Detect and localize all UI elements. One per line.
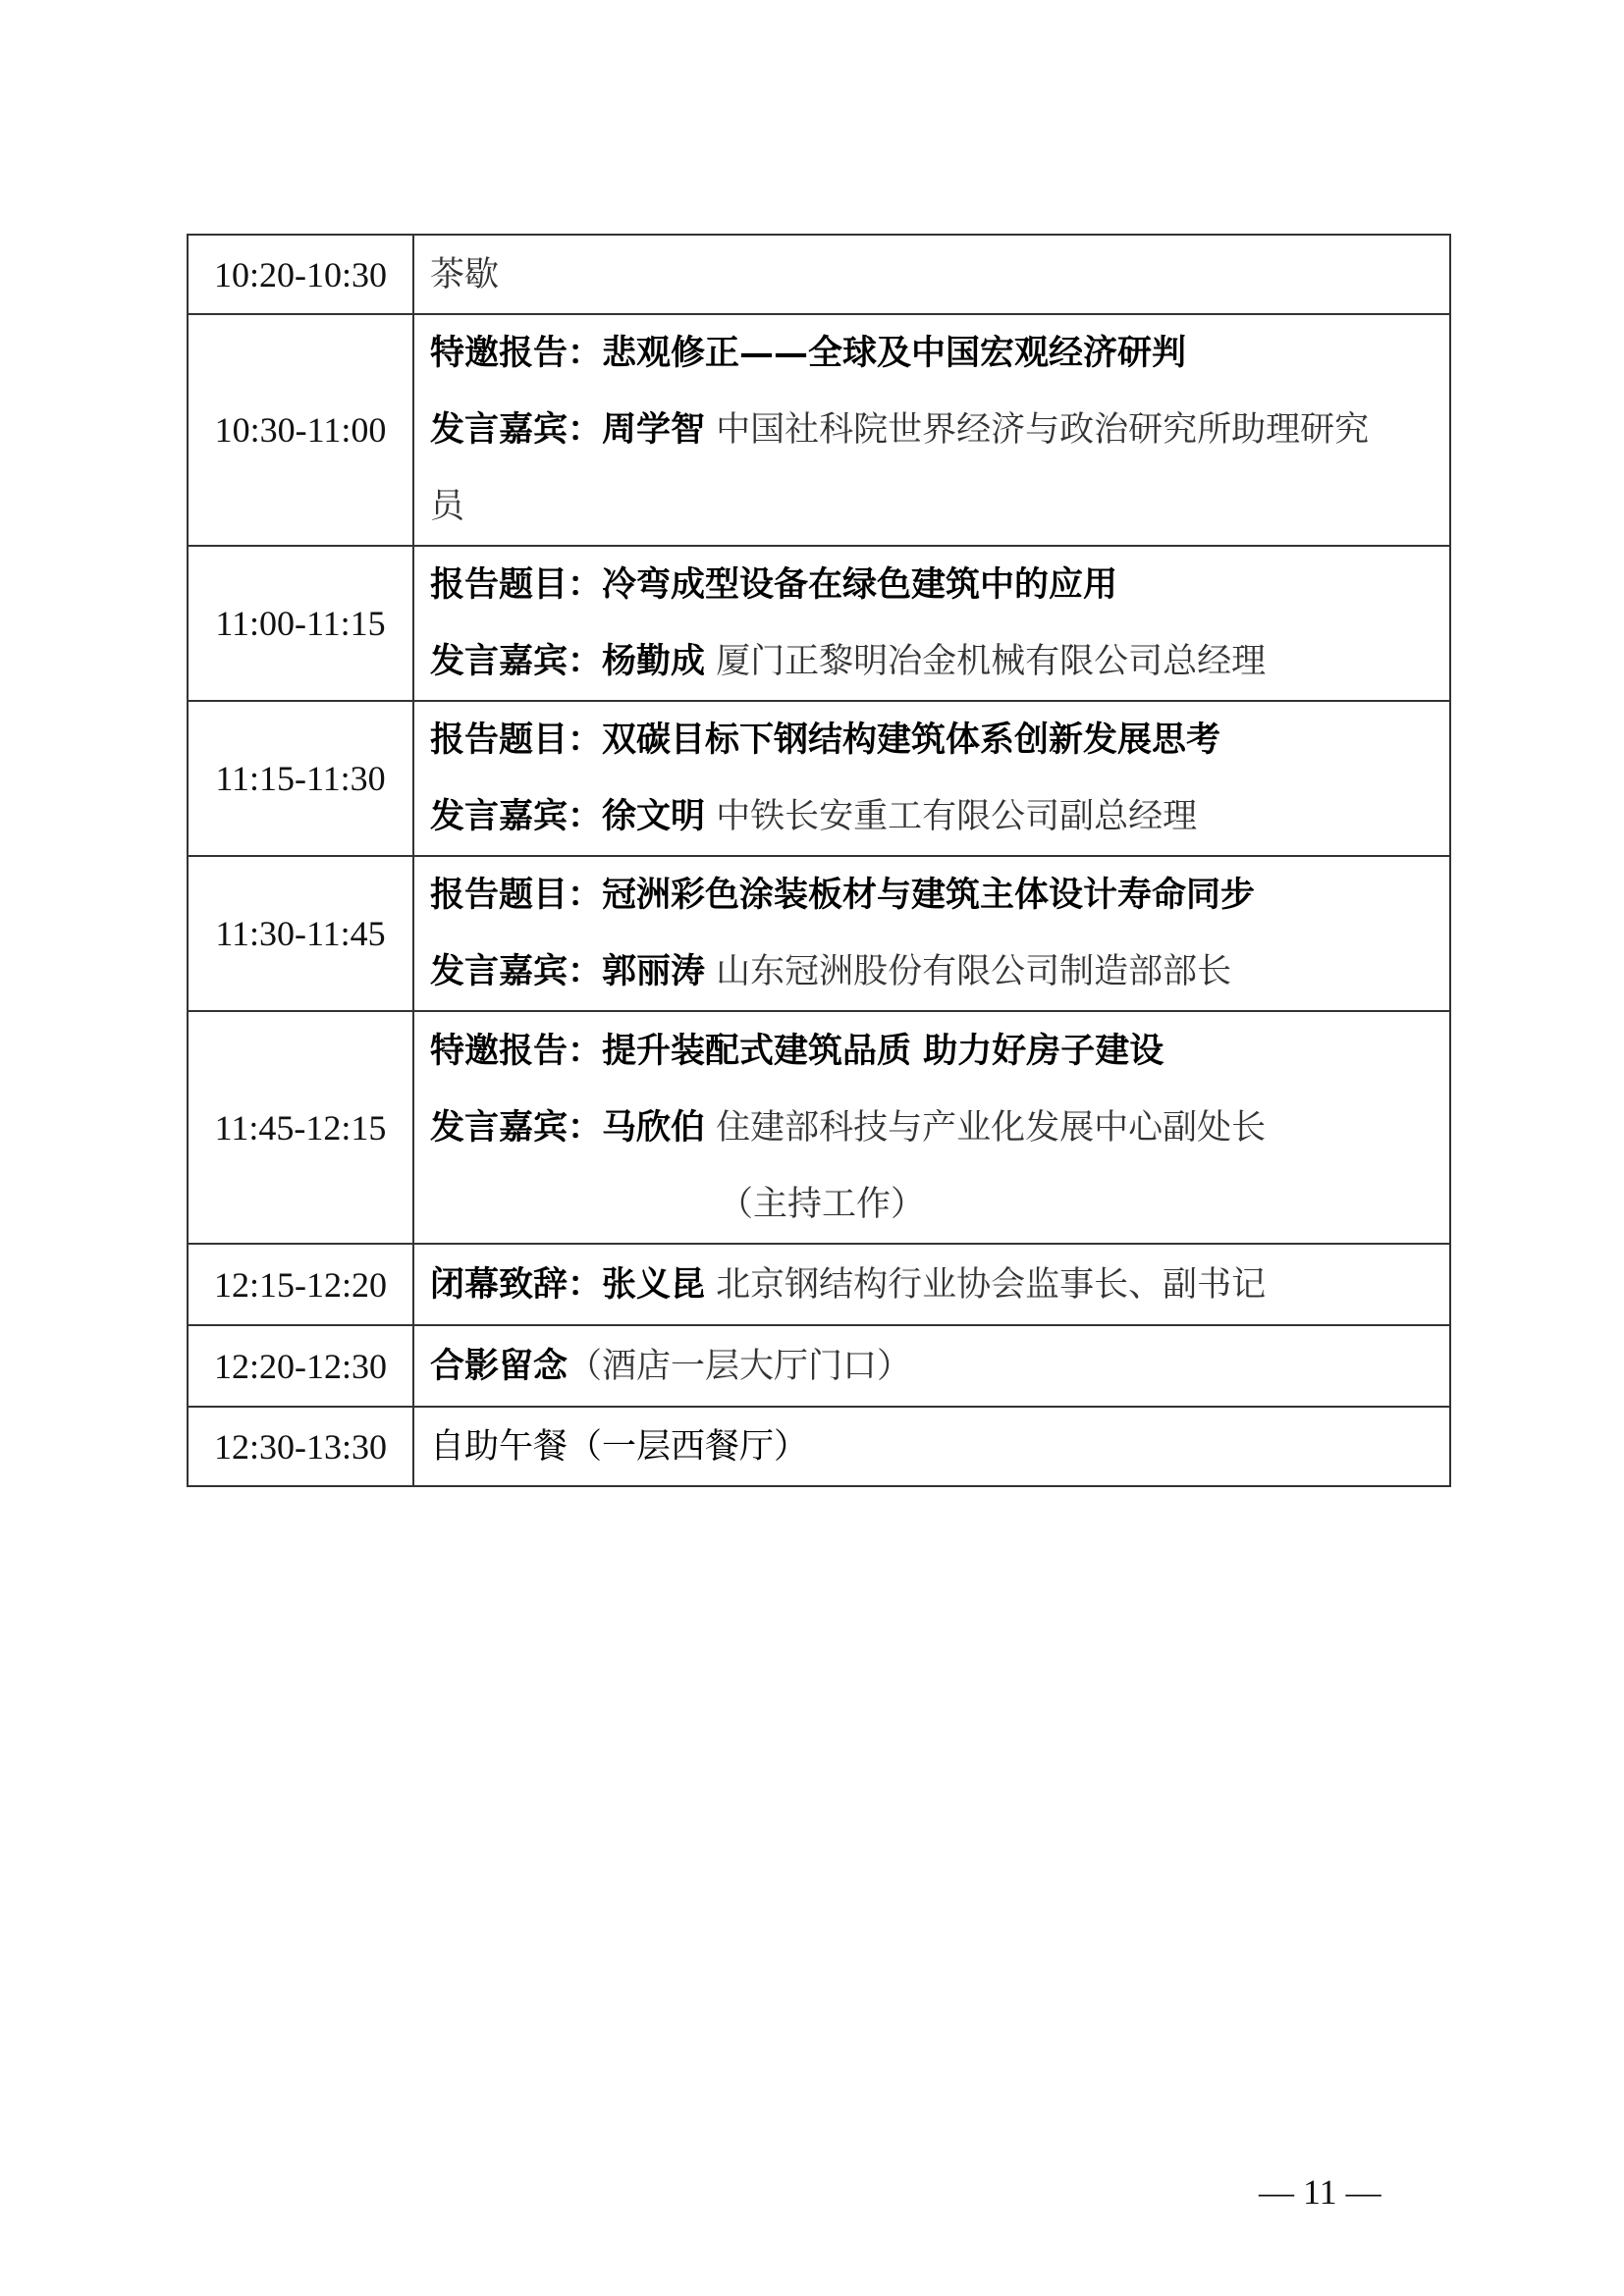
table-row bbox=[188, 235, 1450, 314]
time-cell: 11:00-11:15 bbox=[188, 546, 413, 701]
content-cell bbox=[413, 856, 1450, 1011]
table-row bbox=[188, 1011, 1450, 1244]
speaker-affiliation: 住建部科技与产业化发展中心副处长 bbox=[716, 1107, 1267, 1148]
report-title: 双碳目标下钢结构建筑体系创新发展思考 bbox=[602, 720, 1221, 760]
time-cell: 12:20-12:30 bbox=[188, 1325, 413, 1407]
content-cell bbox=[413, 1244, 1450, 1325]
content-cell bbox=[413, 1011, 1450, 1244]
speaker-affiliation-cont: 员 bbox=[430, 487, 465, 526]
speaker-name: 郭丽涛 bbox=[602, 951, 706, 991]
speaker-name: 周学智 bbox=[602, 409, 706, 450]
label: 发言嘉宾： bbox=[430, 951, 603, 991]
report-title: 冠洲彩色涂装板材与建筑主体设计寿命同步 bbox=[602, 875, 1256, 915]
report-title: 提升装配式建筑品质 助力好房子建设 bbox=[602, 1030, 1164, 1071]
speaker-affiliation: 厦门正黎明冶金机械有限公司总经理 bbox=[716, 642, 1267, 681]
label: 发言嘉宾： bbox=[430, 1106, 603, 1148]
page-number: — 11 — bbox=[1259, 2172, 1381, 2212]
content-cell: 茶歇 bbox=[413, 235, 1450, 314]
time-cell: 10:20-10:30 bbox=[188, 235, 413, 314]
speaker-affiliation-cont: （主持工作） bbox=[719, 1184, 926, 1224]
time-cell: 11:45-12:15 bbox=[188, 1011, 413, 1244]
speaker-name: 徐文明 bbox=[602, 796, 706, 836]
content-cell bbox=[413, 1325, 1450, 1407]
time-cell: 12:30-13:30 bbox=[188, 1407, 413, 1486]
content-cell: 自助午餐（一层西餐厅） bbox=[413, 1407, 1450, 1486]
location: （酒店一层大厅门口） bbox=[568, 1346, 912, 1386]
speaker-affiliation: 山东冠洲股份有限公司制造部部长 bbox=[716, 952, 1232, 991]
content-cell bbox=[413, 701, 1450, 856]
label: 发言嘉宾： bbox=[430, 796, 603, 836]
label: 报告题目： bbox=[430, 564, 603, 605]
time-cell: 11:15-11:30 bbox=[188, 701, 413, 856]
speaker-affiliation: 中国社科院世界经济与政治研究所助理研究 bbox=[716, 410, 1370, 450]
label: 发言嘉宾： bbox=[430, 409, 603, 450]
speaker-name: 杨勤成 bbox=[602, 641, 706, 681]
table-row bbox=[188, 701, 1450, 856]
table-row bbox=[188, 1407, 1450, 1486]
label: 报告题目： bbox=[430, 875, 603, 915]
label: 发言嘉宾： bbox=[430, 641, 603, 681]
content-cell bbox=[413, 314, 1450, 546]
time-cell: 11:30-11:45 bbox=[188, 856, 413, 1011]
speaker-name: 张义昆 bbox=[602, 1263, 706, 1305]
table-row bbox=[188, 314, 1450, 546]
table-row bbox=[188, 1325, 1450, 1407]
label: 特邀报告： bbox=[430, 1030, 603, 1071]
time-cell: 12:15-12:20 bbox=[188, 1244, 413, 1325]
report-title: 冷弯成型设备在绿色建筑中的应用 bbox=[602, 564, 1118, 605]
agenda-table bbox=[187, 234, 1451, 1487]
label: 特邀报告： bbox=[430, 333, 603, 373]
label: 报告题目： bbox=[430, 720, 603, 760]
table-row bbox=[188, 546, 1450, 701]
label: 合影留念 bbox=[430, 1345, 568, 1386]
table-row bbox=[188, 856, 1450, 1011]
report-title: 悲观修正——全球及中国宏观经济研判 bbox=[602, 333, 1187, 373]
table-row bbox=[188, 1244, 1450, 1325]
speaker-name: 马欣伯 bbox=[602, 1106, 706, 1148]
content-cell bbox=[413, 546, 1450, 701]
speaker-affiliation: 中铁长安重工有限公司副总经理 bbox=[716, 797, 1198, 836]
speaker-affiliation: 北京钢结构行业协会监事长、副书记 bbox=[716, 1264, 1267, 1305]
label: 闭幕致辞： bbox=[430, 1263, 603, 1305]
time-cell: 10:30-11:00 bbox=[188, 314, 413, 546]
